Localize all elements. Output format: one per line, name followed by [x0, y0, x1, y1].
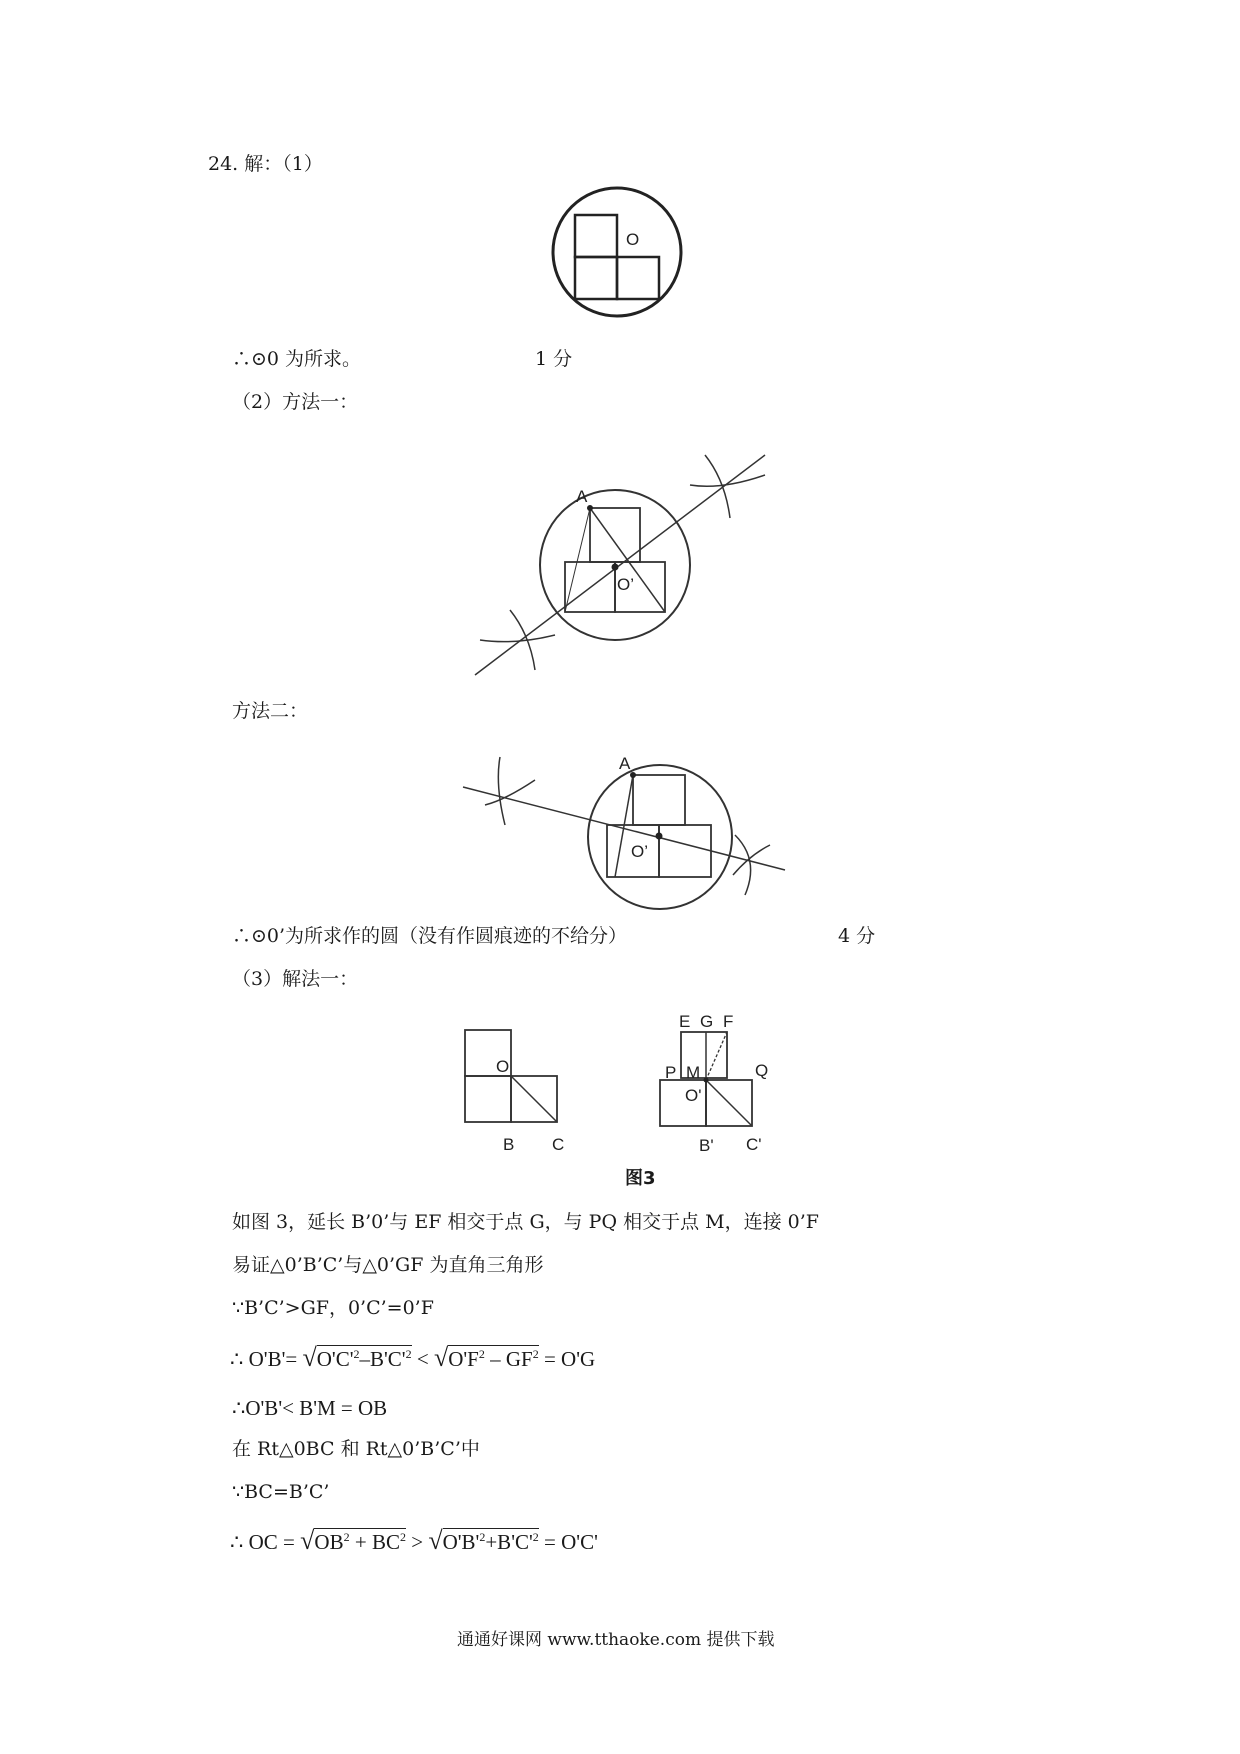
math-line-2: ∴O'B'< B'M = OB: [232, 1396, 388, 1420]
math3-radicand: $OB^2 + BC^2$: [314, 1530, 406, 1554]
part3-line-rt: 在 Rt△0BC 和 Rt△0’B’C’中: [232, 1438, 480, 1460]
fig1-square-bottom-right: [617, 257, 659, 299]
f3r-point-o: [704, 1078, 709, 1083]
m2-label-o: O’: [631, 842, 648, 861]
math1-radicand: $O'C'^2-B'C'^2$: [316, 1347, 412, 1371]
f3l-label-o: O: [496, 1057, 510, 1076]
part3-line-2: 易证△0’B’C’与△0’GF 为直角三角形: [232, 1254, 544, 1276]
m1-bisector-line: [475, 455, 765, 675]
sqrt-sign-2: √: [433, 1343, 449, 1372]
sqrt-sign-3: √: [300, 1526, 315, 1555]
math-line-1: [230, 1345, 595, 1371]
math1-prefix: ∴: [230, 1347, 244, 1371]
math1-lt: <: [416, 1347, 429, 1371]
m2-arc-1: [498, 757, 505, 825]
math3-lhs: OC =: [248, 1530, 301, 1554]
part3-title: （3）解法一：: [232, 968, 359, 990]
figure-3-caption: 图3: [625, 1168, 656, 1189]
f3r-label-e: E: [679, 1012, 691, 1031]
math1-lhs: O'B'=: [248, 1347, 298, 1371]
math1-radicand-2: $O'F^2 - GF^2$: [448, 1347, 539, 1371]
m1-arc-2: [690, 475, 765, 486]
math1-rhs: = O'G: [543, 1347, 596, 1371]
f3l-diagonal: [511, 1076, 557, 1122]
f3l-label-b: B: [503, 1135, 515, 1154]
m2-arc-2: [485, 780, 535, 805]
f3r-label-p: P: [665, 1063, 677, 1082]
m1-center-point: [612, 564, 619, 571]
m2-square-top: [633, 775, 685, 825]
figure-method2: [455, 745, 795, 910]
figure-3-left: [460, 1025, 570, 1165]
f3r-label-c: C': [746, 1135, 762, 1154]
sqrt-sign-4: √: [428, 1526, 443, 1555]
f3r-label-m: M: [686, 1063, 701, 1082]
f3l-square-left: [465, 1076, 511, 1122]
m1-label-o: O’: [617, 575, 634, 594]
part3-line-1: 如图 3，延长 B’0’与 EF 相交于点 G，与 PQ 相交于点 M，连接 0’F: [232, 1211, 819, 1233]
m1-square-top: [590, 508, 640, 562]
math3-prefix: ∴: [230, 1530, 244, 1554]
math3-gt: >: [411, 1530, 429, 1554]
math3-radicand-2: $O'B'^2+B'C'^2$: [442, 1530, 539, 1554]
m2-center-point: [656, 833, 663, 840]
method2-title: 方法二：: [232, 700, 309, 722]
m1-point-a: [587, 505, 593, 511]
m2-point-a: [630, 772, 636, 778]
figure-method1: [460, 440, 780, 680]
part1-conclusion: ∴⊙0 为所求。: [232, 348, 362, 370]
fig1-square-bottom-left: [575, 257, 617, 299]
problem-header: 24. 解：（1）: [208, 153, 323, 175]
page-footer: 通通好课网 www.tthaoke.com 提供下载: [457, 1630, 775, 1650]
part3-line-bc: ∵BC=B’C’: [232, 1481, 330, 1503]
m2-label-a: A: [619, 754, 631, 773]
m1-label-a: A: [576, 487, 588, 506]
math-line-3: [230, 1528, 598, 1554]
figure-1: [550, 185, 690, 320]
math3-rhs: = O'C': [544, 1530, 598, 1554]
figure-3-right: [655, 1005, 785, 1165]
f3r-dashed: [706, 1032, 727, 1080]
f3r-label-o: O': [685, 1086, 702, 1105]
f3r-label-b: B': [699, 1136, 714, 1155]
fig1-square-top: [575, 215, 617, 257]
f3r-diagonal: [706, 1080, 752, 1126]
f3r-label-q: Q: [755, 1061, 769, 1080]
f3r-label-f: F: [723, 1012, 734, 1031]
fig1-label-o: O: [626, 230, 640, 249]
part3-line-3: ∵B’C’>GF，0’C’=0’F: [232, 1297, 434, 1319]
part2-conclusion: ∴⊙0’为所求作的圆（没有作圆痕迹的不给分）: [232, 925, 628, 947]
m1-chord: [590, 508, 665, 612]
m2-square-right: [659, 825, 711, 877]
sqrt-sign-1: √: [302, 1343, 317, 1372]
part1-score: 1 分: [535, 348, 573, 370]
m2-chord: [615, 775, 633, 877]
m2-arc-4: [733, 845, 770, 875]
part2-score: 4 分: [838, 925, 876, 947]
m1-arc-4: [480, 635, 555, 642]
f3l-label-c: C: [552, 1135, 565, 1154]
f3r-label-g: G: [700, 1012, 714, 1031]
part2-title: （2）方法一：: [232, 391, 359, 413]
